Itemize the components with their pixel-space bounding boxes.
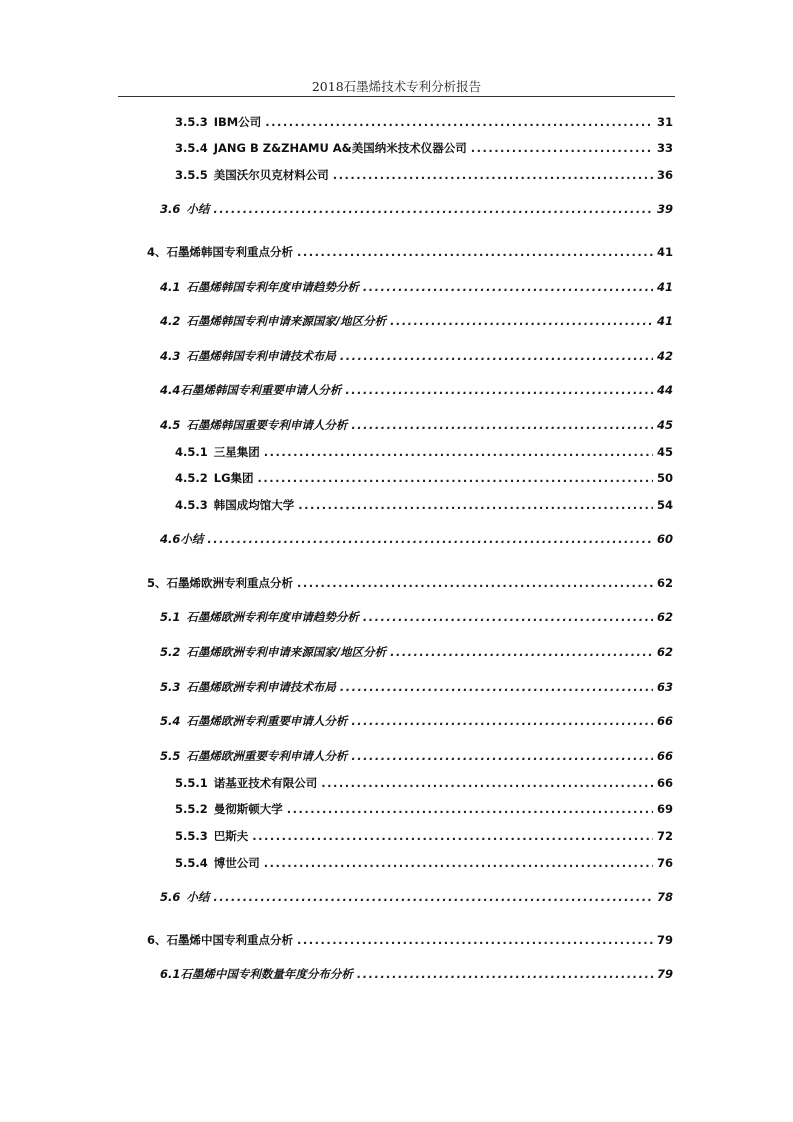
toc-entry-title: 石墨烯韩国专利申请技术布局 <box>186 349 336 363</box>
toc-entry[interactable] <box>160 609 673 625</box>
toc-leader <box>207 531 653 547</box>
toc-entry-number: 3.6 <box>160 202 181 216</box>
toc-entry-title: JANG B Z&ZHAMU A&美国纳米技术仪器公司 <box>213 141 467 155</box>
toc-leader <box>297 244 653 260</box>
toc-entry-number: 5.5.1 <box>175 776 208 790</box>
toc-entry-page: 41 <box>656 314 673 328</box>
toc-entry-title: 石墨烯中国专利数量年度分布分析 <box>180 967 353 981</box>
toc-entry-page: 66 <box>656 714 673 728</box>
toc-entry-page: 66 <box>656 749 673 763</box>
toc-entry-page: 60 <box>656 532 673 546</box>
toc-entry-number: 4.6 <box>160 532 181 546</box>
toc-entry[interactable] <box>160 889 673 905</box>
toc-leader <box>390 644 653 660</box>
toc-entry-number: 4.5.1 <box>175 445 208 459</box>
toc-entry-title: 石墨烯韩国专利重要申请人分析 <box>180 383 342 397</box>
toc-entry-page: 63 <box>656 680 673 694</box>
toc-entry-title: 博世公司 <box>213 856 260 870</box>
toc-entry-number: 4.5.2 <box>175 471 208 485</box>
toc-entry[interactable] <box>175 801 673 817</box>
toc-entry-page: 50 <box>656 471 673 485</box>
toc-entry-page: 62 <box>656 610 673 624</box>
toc-leader <box>351 748 653 764</box>
toc-entry-number: 3.5.4 <box>175 141 208 155</box>
toc-entry-title: 石墨烯欧洲专利重要申请人分析 <box>186 714 348 728</box>
toc-entry-title: 美国沃尔贝克材料公司 <box>213 168 329 182</box>
toc-entry-page: 76 <box>656 856 673 870</box>
toc-entry-title: IBM公司 <box>213 115 262 129</box>
toc-entry-page: 69 <box>656 802 673 816</box>
toc-entry-title: 小结 <box>186 202 210 216</box>
toc-leader <box>287 801 653 817</box>
toc-entry[interactable] <box>175 140 673 156</box>
toc-entry-number: 5.5 <box>160 749 181 763</box>
toc-leader <box>345 382 653 398</box>
toc-entry-title: 小结 <box>180 532 204 546</box>
toc-entry-number: 6、 <box>147 933 167 947</box>
toc-entry[interactable] <box>175 497 673 513</box>
toc-entry-number: 5.5.2 <box>175 802 208 816</box>
toc-entry-title: 小结 <box>186 890 210 904</box>
toc-entry[interactable] <box>160 313 673 329</box>
toc-entry-page: 54 <box>656 498 673 512</box>
toc-entry-number: 5、 <box>147 576 167 590</box>
toc-entry-number: 5.2 <box>160 645 181 659</box>
toc-entry-number: 4.2 <box>160 314 181 328</box>
toc-leader <box>340 348 653 364</box>
toc-leader <box>351 713 653 729</box>
toc-leader <box>264 444 653 460</box>
toc-entry-page: 45 <box>656 445 673 459</box>
toc-entry-title: 三星集团 <box>213 445 260 459</box>
toc-entry-title: 石墨烯欧洲专利重点分析 <box>166 576 294 590</box>
toc-entry-number: 4.5.3 <box>175 498 208 512</box>
toc-entry-title: 石墨烯欧洲重要专利申请人分析 <box>186 749 348 763</box>
toc-entry[interactable] <box>160 417 673 433</box>
toc-leader <box>333 167 653 183</box>
toc-leader <box>297 575 653 591</box>
toc-entry-page: 78 <box>656 890 673 904</box>
toc-leader <box>258 470 653 486</box>
toc-leader <box>357 966 653 982</box>
toc-entry-number: 4.1 <box>160 280 181 294</box>
toc-entry[interactable] <box>175 114 673 130</box>
toc-entry-title: 诺基亚技术有限公司 <box>213 776 318 790</box>
toc-entry[interactable] <box>160 644 673 660</box>
toc-entry-page: 39 <box>656 202 673 216</box>
toc-entry[interactable] <box>147 244 673 260</box>
toc-entry[interactable] <box>175 470 673 486</box>
toc-leader <box>340 679 653 695</box>
toc-entry-page: 72 <box>656 829 673 843</box>
toc-entry[interactable] <box>175 444 673 460</box>
toc-entry-title: 石墨烯欧洲专利年度申请趋势分析 <box>186 610 359 624</box>
toc-entry-number: 4.4 <box>160 383 181 397</box>
toc-leader <box>390 313 653 329</box>
toc-entry-title: LG集团 <box>213 471 254 485</box>
toc-entry-number: 5.6 <box>160 890 181 904</box>
toc-entry[interactable] <box>160 679 673 695</box>
toc-leader <box>213 889 653 905</box>
toc-entry-number: 5.5.4 <box>175 856 208 870</box>
toc-entry-number: 3.5.3 <box>175 115 208 129</box>
toc-leader <box>264 855 653 871</box>
toc-leader <box>297 932 653 948</box>
toc-entry-page: 66 <box>656 776 673 790</box>
toc-entry-page: 42 <box>656 349 673 363</box>
toc-leader <box>252 828 653 844</box>
toc-entry-page: 79 <box>656 933 673 947</box>
toc-entry-title: 石墨烯韩国重要专利申请人分析 <box>186 418 348 432</box>
toc-entry-number: 5.1 <box>160 610 181 624</box>
toc-leader <box>213 201 653 217</box>
header-rule <box>118 96 675 97</box>
toc-entry-title: 石墨烯欧洲专利申请来源国家/地区分析 <box>186 645 387 659</box>
page-header: 2018石墨烯技术专利分析报告 <box>311 79 482 94</box>
toc-entry-title: 曼彻斯顿大学 <box>213 802 283 816</box>
toc-entry-page: 41 <box>656 280 673 294</box>
toc-entry-number: 5.3 <box>160 680 181 694</box>
toc-entry-page: 33 <box>656 141 673 155</box>
toc-entry-page: 79 <box>656 967 673 981</box>
toc-entry[interactable] <box>160 531 673 547</box>
toc-leader <box>363 609 653 625</box>
toc-entry-title: 韩国成均馆大学 <box>213 498 295 512</box>
toc-entry-number: 5.5.3 <box>175 829 208 843</box>
toc-entry-number: 3.5.5 <box>175 168 208 182</box>
toc-entry-title: 石墨烯韩国专利年度申请趋势分析 <box>186 280 359 294</box>
toc-entry[interactable] <box>160 713 673 729</box>
toc-entry-number: 4、 <box>147 245 167 259</box>
toc-entry[interactable] <box>175 828 673 844</box>
toc-entry-page: 45 <box>656 418 673 432</box>
toc-entry[interactable] <box>160 279 673 295</box>
toc-entry-page: 44 <box>656 383 673 397</box>
toc-entry[interactable] <box>147 575 673 591</box>
toc-entry[interactable] <box>147 932 673 948</box>
toc-entry[interactable] <box>160 748 673 764</box>
toc-entry-number: 4.5 <box>160 418 181 432</box>
toc-entry-title: 石墨烯韩国专利申请来源国家/地区分析 <box>186 314 387 328</box>
toc-entry[interactable] <box>160 966 673 982</box>
toc-entry-page: 62 <box>656 576 673 590</box>
toc-leader <box>351 417 653 433</box>
toc-entry[interactable] <box>175 167 673 183</box>
toc-entry-number: 5.4 <box>160 714 181 728</box>
toc-entry-title: 石墨烯中国专利重点分析 <box>166 933 294 947</box>
toc-entry-number: 6.1 <box>160 967 181 981</box>
toc-entry-page: 41 <box>656 245 673 259</box>
toc-entry[interactable] <box>160 348 673 364</box>
toc-leader <box>321 775 653 791</box>
toc-entry[interactable] <box>175 855 673 871</box>
toc-entry-page: 36 <box>656 168 673 182</box>
toc-entry-page: 62 <box>656 645 673 659</box>
toc-entry-title: 巴斯夫 <box>213 829 249 843</box>
toc-entry-title: 石墨烯韩国专利重点分析 <box>166 245 294 259</box>
toc-leader <box>363 279 653 295</box>
toc-entry-page: 31 <box>656 115 673 129</box>
toc-entry-number: 4.3 <box>160 349 181 363</box>
toc-leader <box>471 140 653 156</box>
toc-entry[interactable] <box>175 775 673 791</box>
toc-leader <box>265 114 653 130</box>
toc-entry[interactable] <box>160 382 673 398</box>
toc-entry[interactable] <box>160 201 673 217</box>
toc-leader <box>298 497 653 513</box>
toc-entry-title: 石墨烯欧洲专利申请技术布局 <box>186 680 336 694</box>
